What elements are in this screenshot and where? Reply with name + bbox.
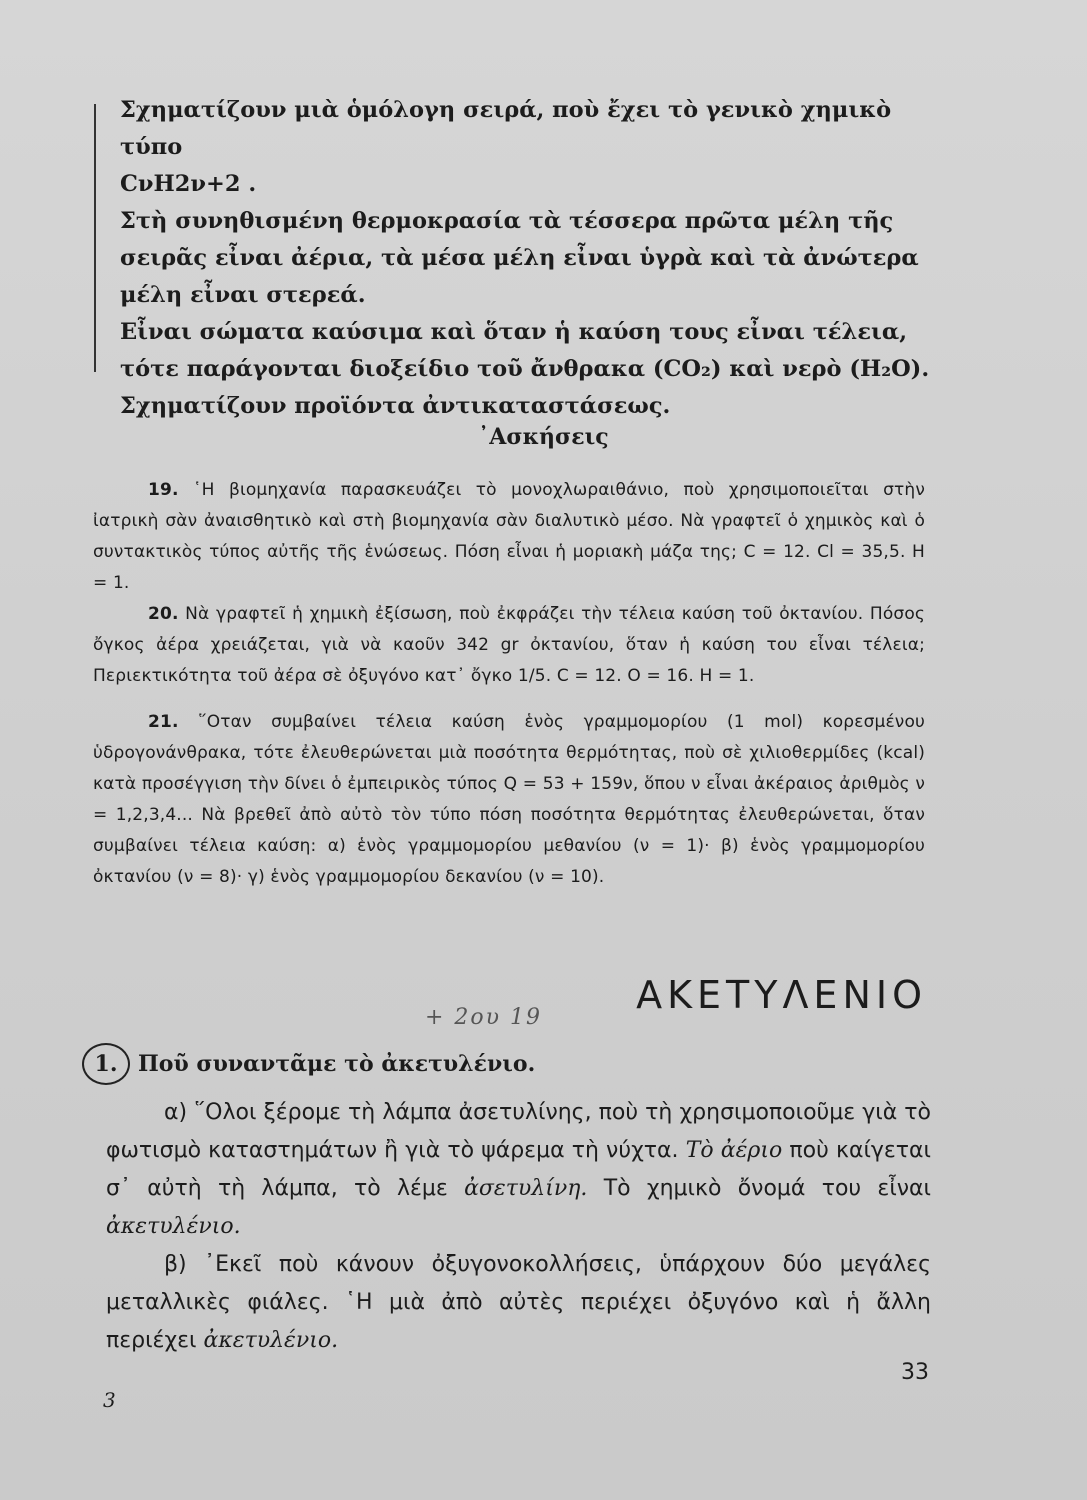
exercise-19 bbox=[93, 475, 925, 599]
exercise-text: ῞Οταν συμβαίνει τέλεια καύση ἑνὸς γραμμομορίου (1 mol) κορεσμένου ὑδρογονάνθρακα, τότε ἐλευθερώνεται μιὰ ποσότητα θερμότητας, ποὺ σὲ χιλιοθερμίδες (kcal) κατὰ προσέγγιση τὴν δίνει ὁ ἐμπειρικὸς τύπος Q = 53 + 159ν, ὅπου ν εἶναι ἀκέραιος ἀριθμὸς ν = 1,2,3,4... Νὰ βρεθεῖ ἀπὸ αὐτὸ τὸν τύπο πόση ποσότητα θερμότητας ἐλευθερώνεται, ὅταν συμβαίνει τέλεια καύση: α) ἑνὸς γραμμομορίου μεθανίου (ν = 1)· β) ἑνὸς γραμμομορίου ὀκτανίου (ν = 8)· γ) ἑνὸς γραμμομορίου δεκανίου (ν = 10). bbox=[93, 712, 925, 887]
paragraph-a-mid2: Τὸ χημικὸ ὄνομά του εἶναι bbox=[603, 1176, 931, 1201]
paragraph-a-mid: ποὺ καίγεται σ᾿ αὐτὴ τὴ λάμπα, τὸ λέμε bbox=[106, 1138, 931, 1201]
exercise-number: 21. bbox=[148, 712, 179, 732]
emphasis-acetylene-b: ἀκετυλένιο. bbox=[203, 1328, 339, 1353]
paragraph-a-text: α) ῞Ολοι ξέρομε τὴ λάμπα ἀσετυλίνης, ποὺ τὴ χρησιμοποιοῦμε γιὰ τὸ φωτισμὸ καταστημάτων ἢ γιὰ τὸ ψάρεμα τὴ νύχτα. bbox=[106, 1100, 931, 1163]
emphasis-gas: Τὸ ἀέριο bbox=[685, 1138, 783, 1163]
section-heading bbox=[82, 1043, 535, 1085]
exercise-text: Νὰ γραφτεῖ ἡ χημικὴ ἐξίσωση, ποὺ ἐκφράζει τὴν τέλεια καύση τοῦ ὀκτανίου. Πόσος ὄγκος ἀέρα χρειάζεται, γιὰ νὰ καοῦν 342 gr ὀκτανίου, ὅταν ἡ καύση του εἶναι τέλεια; Περιεκτικότητα τοῦ ἀέρα σὲ ὀξυγόνο κατ᾿ ὄγκο 1/5. C = 12. O = 16. H = 1. bbox=[93, 604, 925, 686]
paragraph-a bbox=[106, 1094, 931, 1246]
margin-bar bbox=[94, 104, 96, 372]
emphasis-asetylini: ἀσετυλίνη. bbox=[464, 1176, 588, 1201]
section-title: Ποῦ συναντᾶμε τὸ ἀκετυλένιο. bbox=[138, 1051, 536, 1077]
general-formula: CνH2ν+2 . bbox=[120, 171, 257, 197]
intro-paragraph-3: Εἶναι σώματα καύσιμα καὶ ὅταν ἡ καύση τους εἶναι τέλεια, τότε παράγονται διοξείδιο τοῦ ἄνθρακα (CO₂) καὶ νερὸ (H₂O). Σχηματίζουν προϊόντα ἀντικαταστάσεως. bbox=[120, 319, 930, 419]
section-number: 1. bbox=[82, 1043, 130, 1085]
emphasis-acetylene: ἀκετυλένιο. bbox=[106, 1214, 241, 1239]
page-number: 33 bbox=[901, 1360, 929, 1385]
exercise-number: 19. bbox=[148, 480, 179, 500]
exercise-20 bbox=[93, 599, 925, 692]
intro-section bbox=[120, 92, 930, 425]
exercise-21 bbox=[93, 707, 925, 893]
exercises-heading: ᾿Ασκήσεις bbox=[478, 424, 609, 450]
section-body bbox=[106, 1094, 931, 1360]
exercise-text: ῾Η βιομηχανία παρασκευάζει τὸ μονοχλωραιθάνιο, ποὺ χρησιμοποιεῖται στὴν ἰατρικὴ σὰν ἀναισθητικὸ καὶ στὴ βιομηχανία σὰν διαλυτικὸ μέσο. Νὰ γραφτεῖ ὁ χημικὸς καὶ ὁ συντακτικὸς τύπος αὐτῆς τῆς ἑνώσεως. Πόση εἶναι ἡ μοριακὴ μάζα της; C = 12. Cl = 35,5. H = 1. bbox=[93, 480, 925, 593]
chapter-title: ΑΚΕΤΥΛΕΝΙΟ bbox=[636, 973, 927, 1017]
signature-mark: 3 bbox=[103, 1388, 116, 1412]
paragraph-b-text: β) ᾿Εκεῖ ποὺ κάνουν ὀξυγονοκολλήσεις, ὑπάρχουν δύο μεγάλες μεταλλικὲς φιάλες. ῾Η μιὰ ἀπὸ αὐτὲς περιέχει ὀξυγόνο καὶ ἡ ἄλλη περιέχει bbox=[106, 1252, 931, 1353]
handwritten-note: + 2ου 19 bbox=[425, 1005, 543, 1030]
paragraph-b bbox=[106, 1246, 931, 1360]
intro-paragraph-1: Σχηματίζουν μιὰ ὁμόλογη σειρά, ποὺ ἔχει τὸ γενικὸ χημικὸ τύπο bbox=[120, 97, 892, 160]
intro-paragraph-2: Στὴ συνηθισμένη θερμοκρασία τὰ τέσσερα πρῶτα μέλη τῆς σειρᾶς εἶναι ἀέρια, τὰ μέσα μέλη εἶναι ὑγρὰ καὶ τὰ ἀνώτερα μέλη εἶναι στερεά. bbox=[120, 208, 919, 308]
exercise-number: 20. bbox=[148, 604, 179, 624]
